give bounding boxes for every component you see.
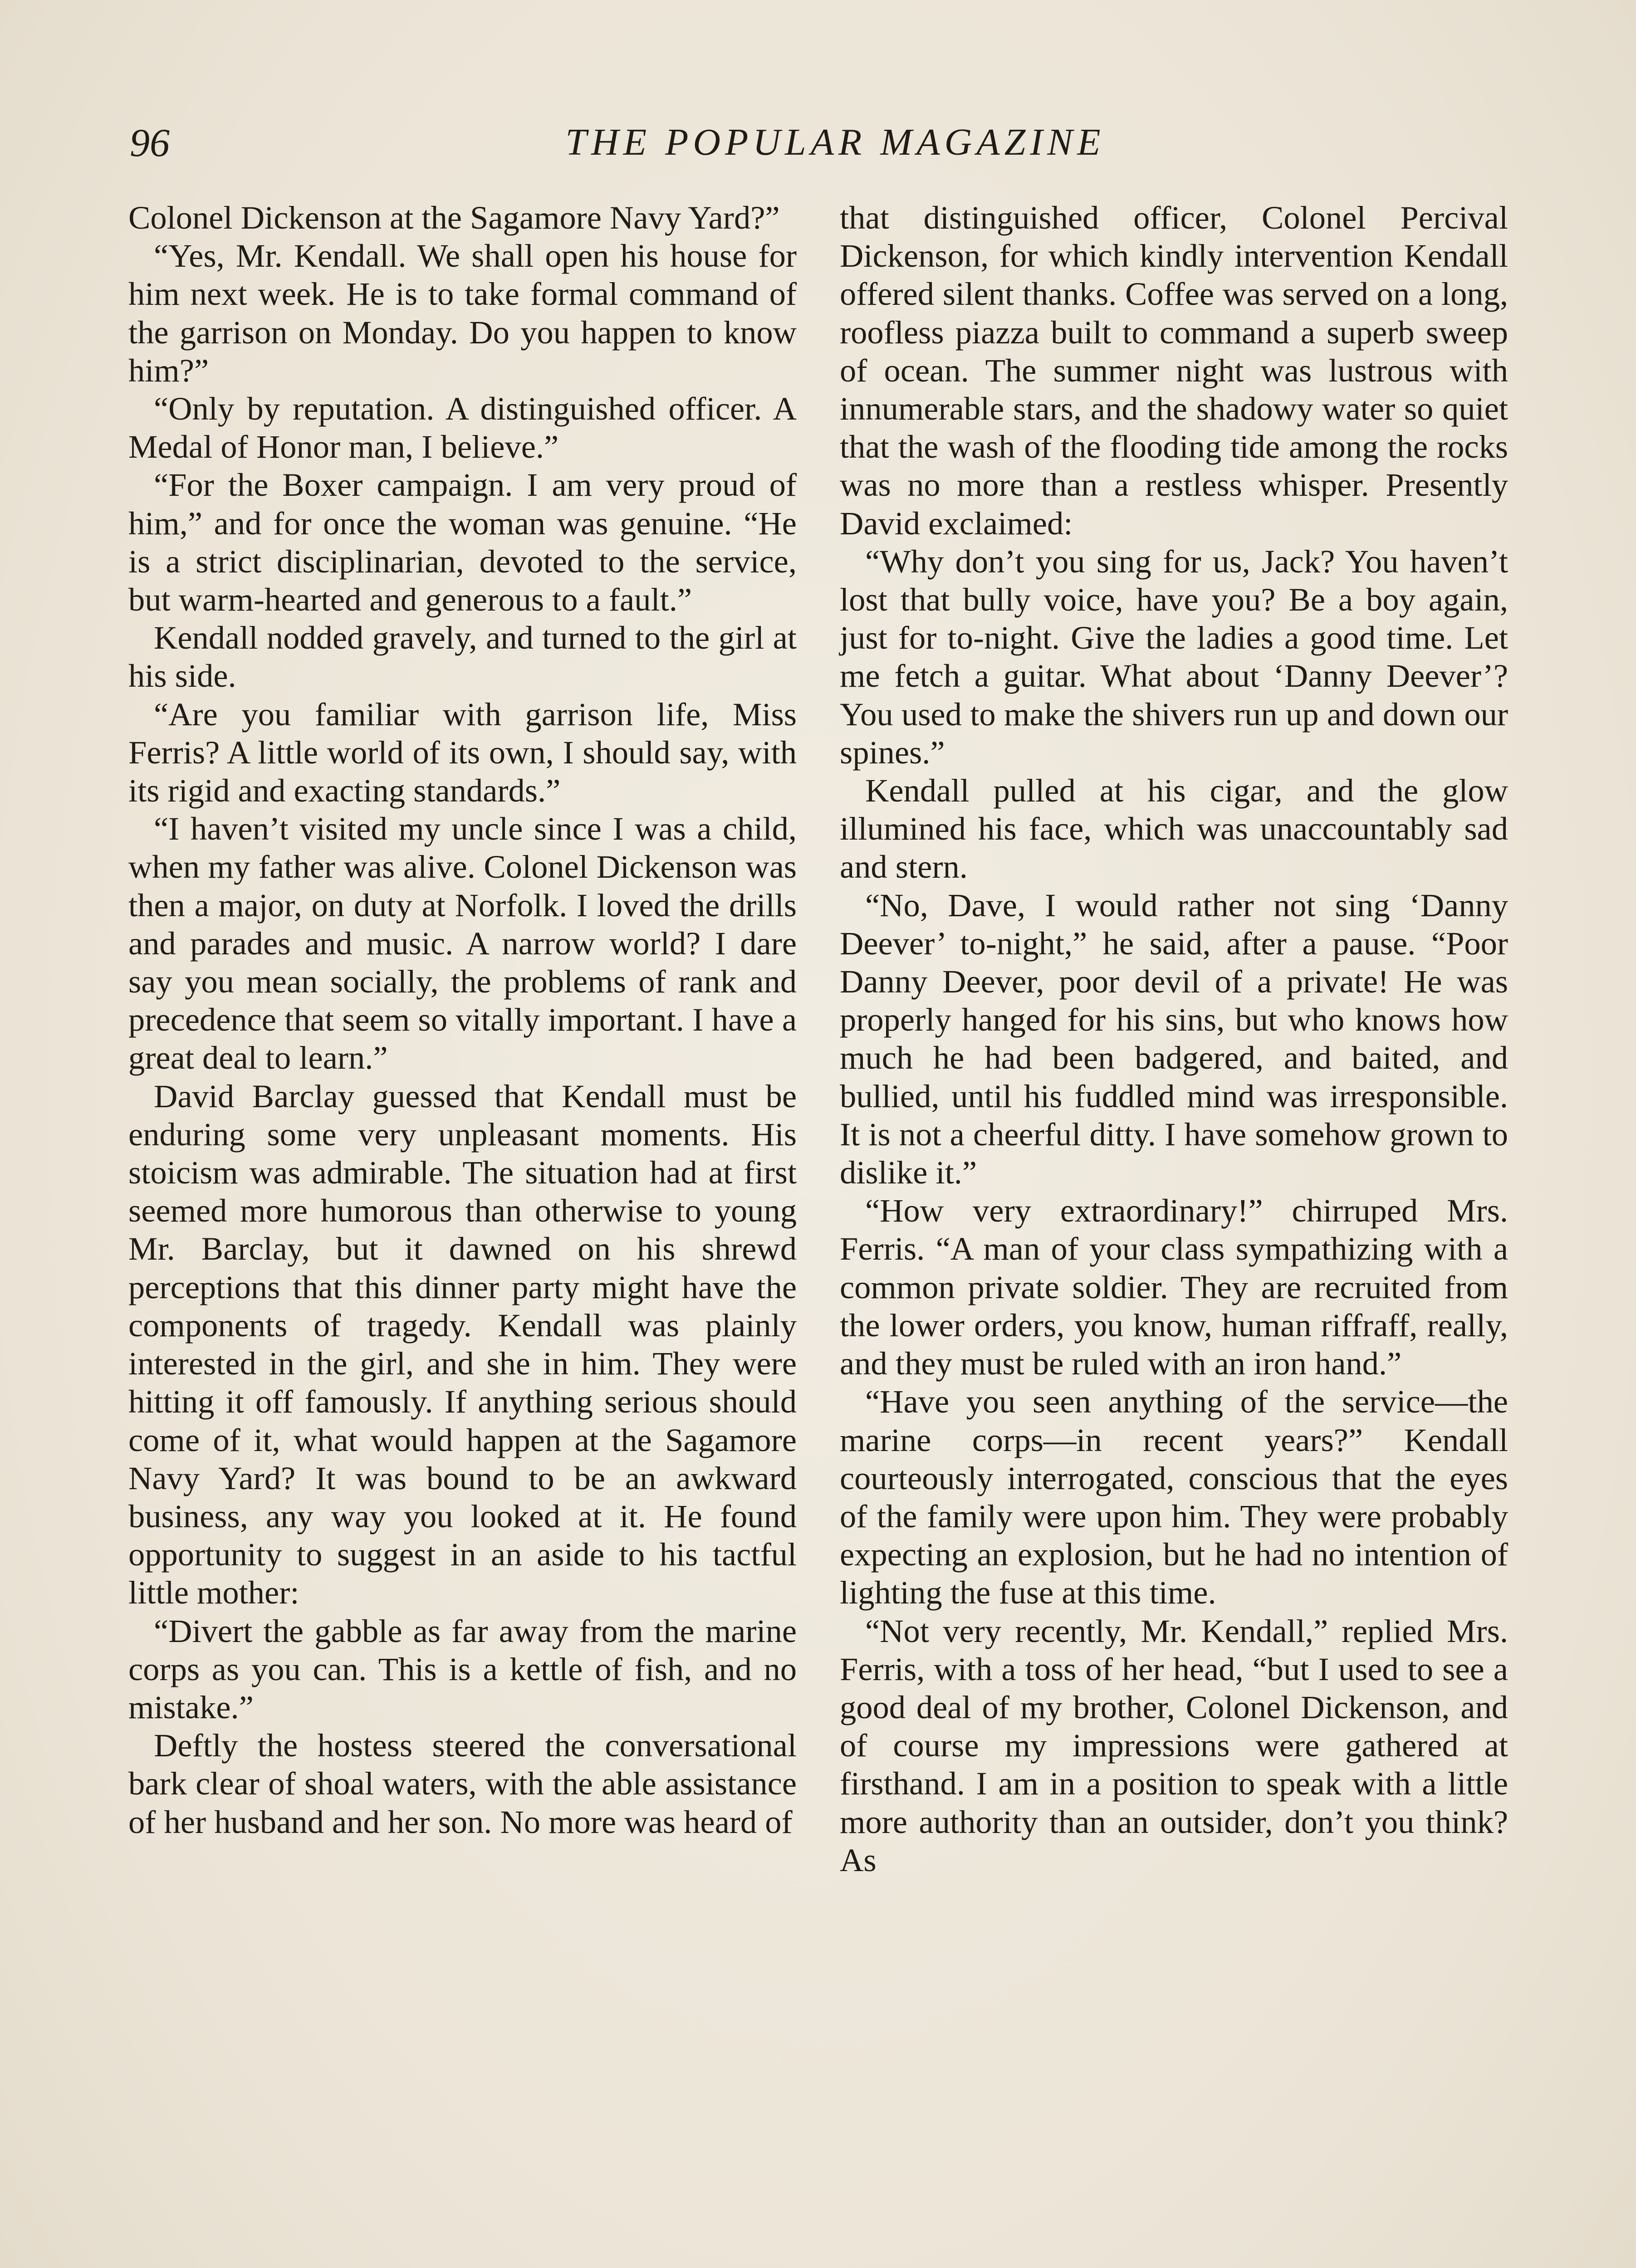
paragraph: that distinguished officer, Colonel Percival Dickenson, for which kindly intervention Kendall offered silent thanks. Coffee was served on a long, roofless piazza built to command a superb sweep of ocean. The summer night was lustrous with innumerable stars, and the shadowy water so quiet that the wash of the flooding tide among the rocks was no more than a restless whisper. Presently David exclaimed: <box>840 199 1508 542</box>
paragraph: “Why don’t you sing for us, Jack? You haven’t lost that bully voice, have you? Be a boy again, just for to-night. Give the ladies a good time. Let me fetch a guitar. What about ‘Danny Deever’? You used to make the shivers run up and down our spines.” <box>840 543 1508 771</box>
page-number: 96 <box>130 121 170 165</box>
paragraph: “For the Boxer campaign. I am very proud of him,” and for once the woman was genuine. “He is a strict disciplinarian, devoted to the service, but warm-hearted and generous to a fault.” <box>128 466 797 618</box>
paragraph: “Have you seen anything of the service—the marine corps—in recent years?” Kendall courteously interrogated, conscious that the eyes of the family were upon him. They were probably expecting an explosion, but he had no intention of lighting the fuse at this time. <box>840 1383 1508 1611</box>
left-column <box>128 199 797 1841</box>
paragraph: “No, Dave, I would rather not sing ‘Danny Deever’ to-night,” he said, after a pause. “Poor Danny Deever, poor devil of a private! He was properly hanged for his sins, but who knows how much he had been badgered, and baited, and bullied, until his fuddled mind was irresponsible. It is not a cheerful ditty. I have somehow grown to dislike it.” <box>840 886 1508 1191</box>
paragraph: Deftly the hostess steered the conversational bark clear of shoal waters, with the able assistance of her husband and her son. No more was heard of <box>128 1727 797 1840</box>
paragraph: David Barclay guessed that Kendall must be enduring some very unpleasant moments. His stoicism was admirable. The situation had at first seemed more humorous than otherwise to young Mr. Barclay, but it dawned on his shrewd perceptions that this dinner party might have the components of tragedy. Kendall was plainly interested in the girl, and she in him. They were hitting it off famously. If anything serious should come of it, what would happen at the Sagamore Navy Yard? It was bound to be an awkward business, any way you looked at it. He found opportunity to suggest in an aside to his tactful little mother: <box>128 1077 797 1611</box>
paragraph: Kendall pulled at his cigar, and the glow illumined his face, which was unaccountably sad and stern. <box>840 772 1508 885</box>
paragraph: “Only by reputation. A distinguished officer. A Medal of Honor man, I believe.” <box>128 390 797 465</box>
paragraph: “Not very recently, Mr. Kendall,” replied Mrs. Ferris, with a toss of her head, “but I used to see a good deal of my brother, Colonel Dickenson, and of course my impressions were gathered at firsthand. I am in a position to speak with a little more authority than an outsider, don’t you think? As <box>840 1612 1508 1878</box>
paragraph: “Divert the gabble as far away from the marine corps as you can. This is a kettle of fish, and no mistake.” <box>128 1612 797 1725</box>
paragraph: “How very extraordinary!” chirruped Mrs. Ferris. “A man of your class sympathizing with a common private soldier. They are recruited from the lower orders, you know, human riffraff, really, and they must be ruled with an iron hand.” <box>840 1192 1508 1382</box>
running-head <box>130 111 1541 175</box>
paragraph: Kendall nodded gravely, and turned to the girl at his side. <box>128 619 797 694</box>
paragraph: Colonel Dickenson at the Sagamore Navy Yard?” <box>128 199 780 236</box>
paragraph: “I haven’t visited my uncle since I was a child, when my father was alive. Colonel Dickenson was then a major, on duty at Norfolk. I loved the drills and parades and music. A narrow world? I dare say you mean socially, the problems of rank and precedence that seem so vitally important. I have a great deal to learn.” <box>128 810 797 1076</box>
paragraph: “Are you familiar with garrison life, Miss Ferris? A little world of its own, I should say, with its rigid and exacting standards.” <box>128 695 797 809</box>
paragraph: “Yes, Mr. Kendall. We shall open his house for him next week. He is to take formal command of the garrison on Monday. Do you happen to know him?” <box>128 237 797 389</box>
magazine-title: THE POPULAR MAGAZINE <box>565 121 1105 163</box>
right-column <box>840 199 1508 1879</box>
